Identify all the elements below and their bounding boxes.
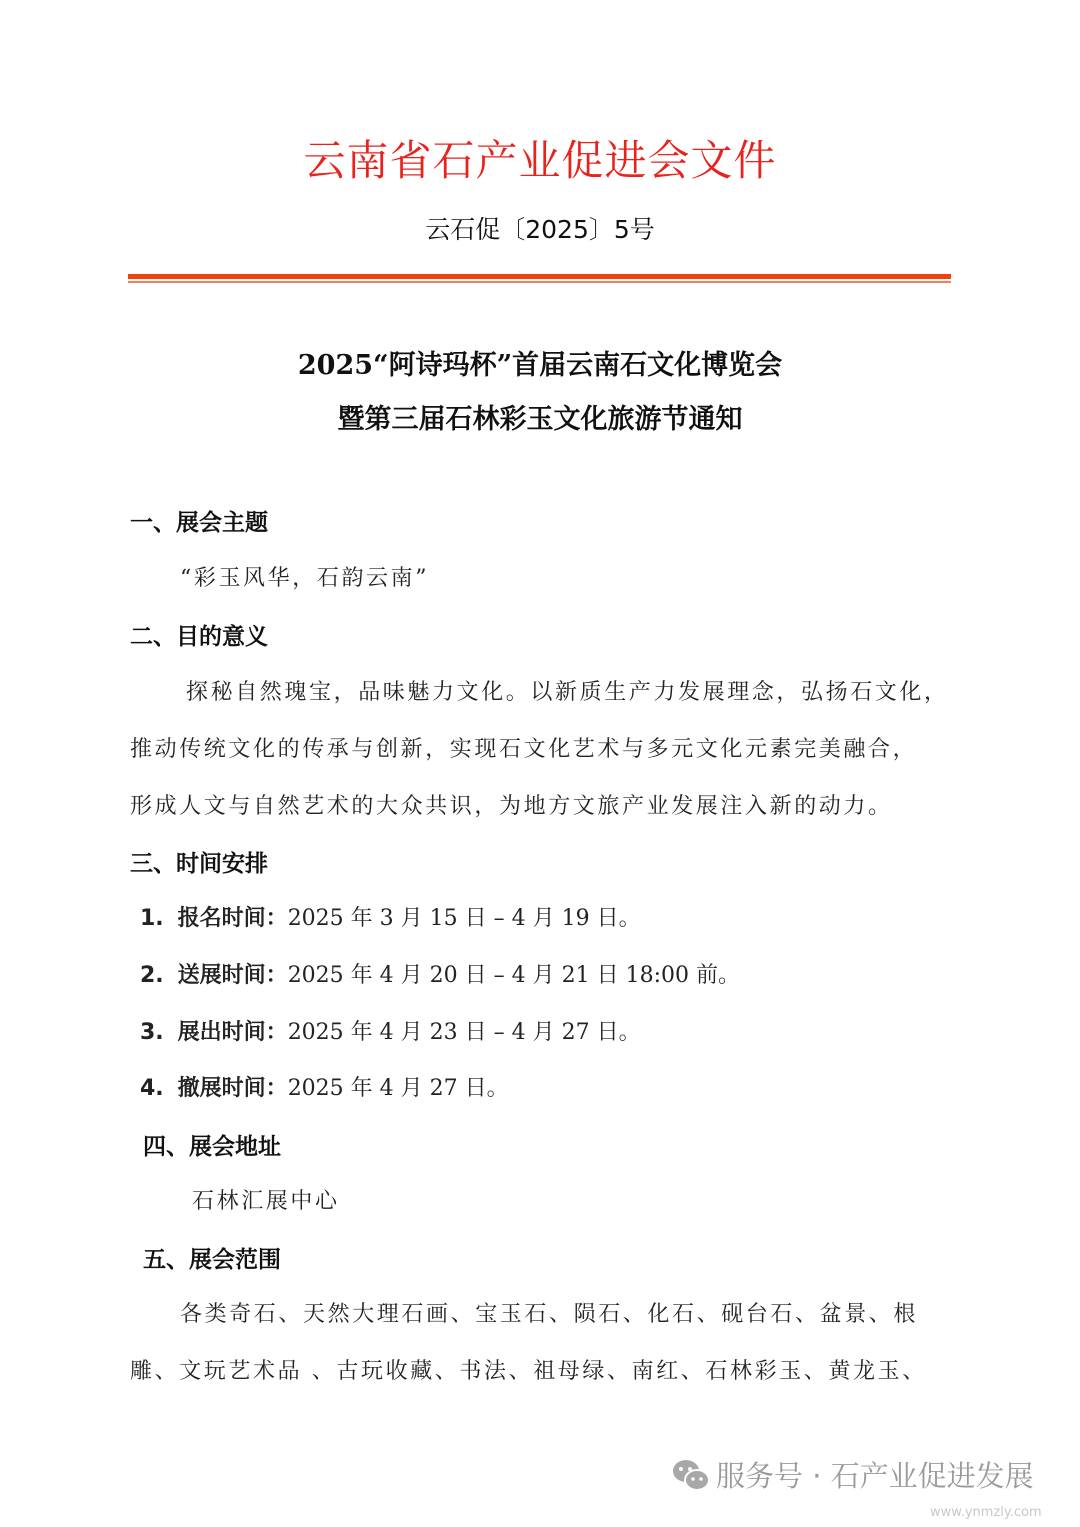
doc-title-line1: 2025“阿诗玛杯”首届云南石文化博览会	[297, 350, 783, 381]
paragraph-line: 探秘自然瑰宝，品味魅力文化。以新质生产力发展理念，弘扬石文化，	[186, 680, 949, 705]
org-title: 云南省石产业促进会文件	[303, 136, 777, 185]
section-heading: 一、展会主题	[130, 510, 268, 536]
item-number: 4.	[140, 1076, 164, 1101]
item-value: 2025 年 3 月 15 日 – 4 月 19 日。	[287, 906, 641, 931]
item-number: 1.	[140, 906, 164, 931]
item-label: 展出时间：	[177, 1020, 288, 1045]
item-value: 2025 年 4 月 23 日 – 4 月 27 日。	[287, 1020, 641, 1045]
schedule-item	[140, 1015, 641, 1046]
item-label: 报名时间：	[177, 906, 288, 931]
item-label: 撤展时间：	[177, 1076, 288, 1101]
section-body: 石林汇展中心	[192, 1189, 340, 1214]
section-body: “彩玉风华，石韵云南”	[180, 566, 430, 591]
red-divider-thin	[128, 281, 951, 283]
footer-text: 服务号 · 石产业促进发展	[716, 1459, 1034, 1493]
wechat-icon	[672, 1459, 710, 1493]
paragraph-line: 推动传统文化的传承与创新，实现石文化艺术与多元文化元素完美融合，	[130, 737, 918, 762]
item-value: 2025 年 4 月 27 日。	[287, 1076, 509, 1101]
red-divider	[128, 274, 951, 279]
item-label: 送展时间：	[177, 963, 288, 988]
doc-title-line2: 暨第三届石林彩玉文化旅游节通知	[337, 404, 743, 435]
paragraph-line: 各类奇石、天然大理石画、宝玉石、陨石、化石、砚台石、盆景、根	[180, 1302, 919, 1327]
section-heading: 三、时间安排	[130, 851, 268, 877]
item-number: 3.	[140, 1020, 164, 1045]
item-value: 2025 年 4 月 20 日 – 4 月 21 日 18:00 前。	[287, 963, 740, 988]
schedule-item	[140, 1071, 509, 1102]
schedule-item	[140, 901, 641, 932]
doc-number: 云石促〔2025〕5号	[425, 215, 655, 244]
watermark: www.ynmzly.com	[930, 1505, 1042, 1520]
section-heading: 五、展会范围	[143, 1247, 281, 1273]
section-heading: 二、目的意义	[130, 624, 268, 650]
paragraph-line: 形成人文与自然艺术的大众共识，为地方文旅产业发展注入新的动力。	[130, 794, 893, 819]
section-heading: 四、展会地址	[143, 1134, 281, 1160]
paragraph-line: 雕、文玩艺术品 、古玩收藏、书法、祖母绿、南红、石林彩玉、黄龙玉、	[130, 1359, 927, 1384]
schedule-item	[140, 958, 740, 989]
item-number: 2.	[140, 963, 164, 988]
footer-account	[672, 1458, 1034, 1494]
